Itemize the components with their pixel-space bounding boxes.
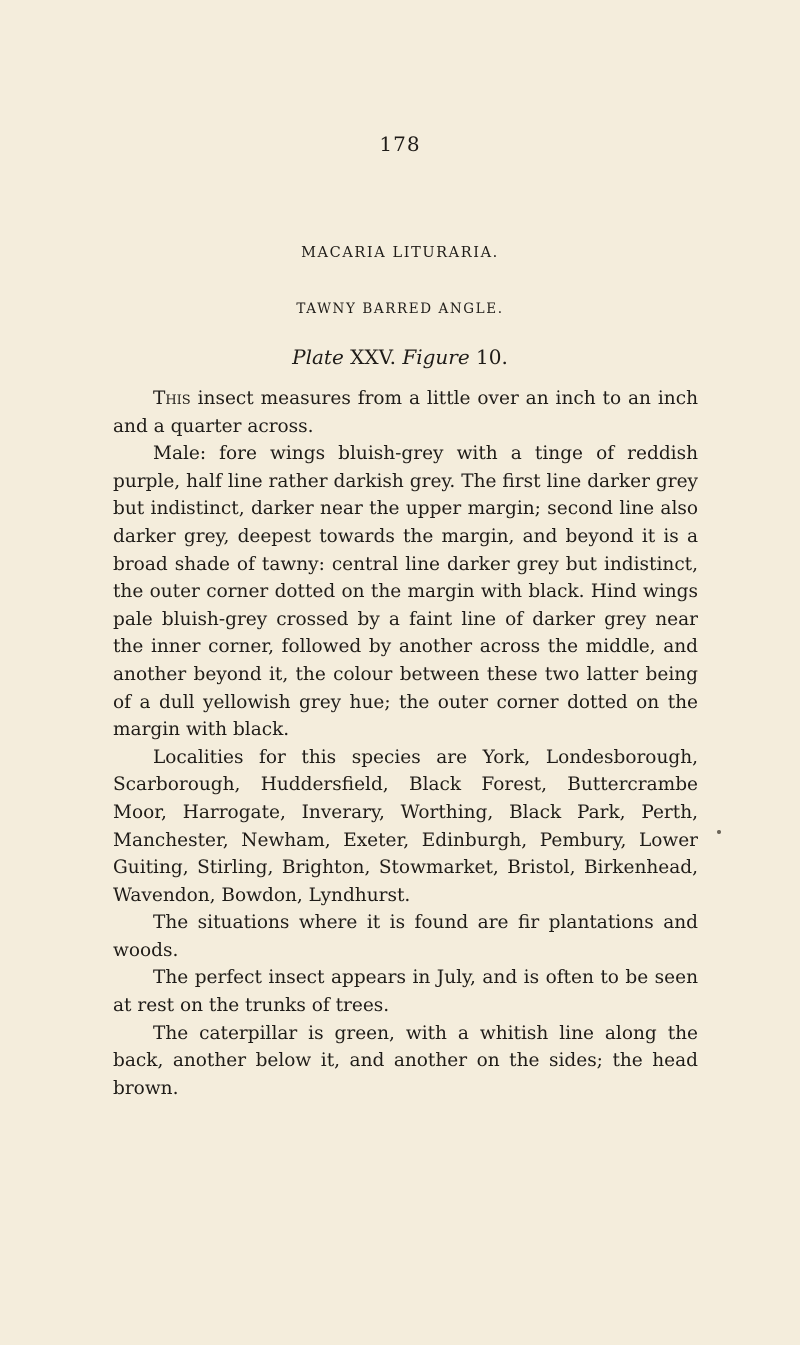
paragraph-caterpillar: The caterpillar is green, with a whitish line along the back, another below it, and another on the sides; the head brown.	[113, 1022, 698, 1099]
paragraph-localities: Localities for this species are York, Londesborough, Scarborough, Huddersfield, Black Forest, Buttercrambe Moor, Harrogate, Inverary, Worthing, Black Park, Perth, Manchester, Newham, Exeter, Edinburgh, Pembury, Lower Guiting, Stirling, Brighton, Stowmarket, Bristol, Birkenhead, Wavendon, Bowdon, Lyndhurst.	[113, 746, 698, 906]
page-number: 178	[379, 132, 421, 156]
figure-label: Figure	[402, 345, 470, 369]
plate-number: XXV.	[350, 345, 396, 369]
body-text	[113, 385, 698, 1102]
plate-reference	[0, 345, 800, 369]
paragraph-lead-word: This	[153, 388, 191, 409]
paragraph-size	[113, 385, 698, 440]
plate-label: Plate	[292, 345, 344, 369]
paragraph-size-text: insect measures from a little over an inch to an inch and a quarter across.	[113, 388, 698, 437]
paragraph-situations: The situations where it is found are fir plantations and woods.	[113, 912, 698, 961]
paragraph-description: Male: fore wings bluish-grey with a tinge of reddish purple, half line rather darkish grey. The first line darker grey but indistinct, darker near the upper margin; second line also darker grey, deepest towards the margin, and beyond it is a broad shade of tawny: central line darker grey but indistinct, the outer corner dotted on the margin with black. Hind wings pale bluish-grey crossed by a faint line of darker grey near the inner corner, followed by another across the middle, and another beyond it, the colour between these two latter being of a dull yellowish grey hue; the outer corner dotted on the margin with black.	[113, 443, 698, 741]
paper-speck	[717, 830, 721, 834]
figure-number: 10.	[476, 345, 508, 369]
species-title: MACARIA LITURARIA.	[301, 245, 499, 261]
common-name-subtitle: TAWNY BARRED ANGLE.	[296, 301, 504, 317]
paragraph-appearance: The perfect insect appears in July, and is often to be seen at rest on the trunks of trees.	[113, 967, 698, 1017]
